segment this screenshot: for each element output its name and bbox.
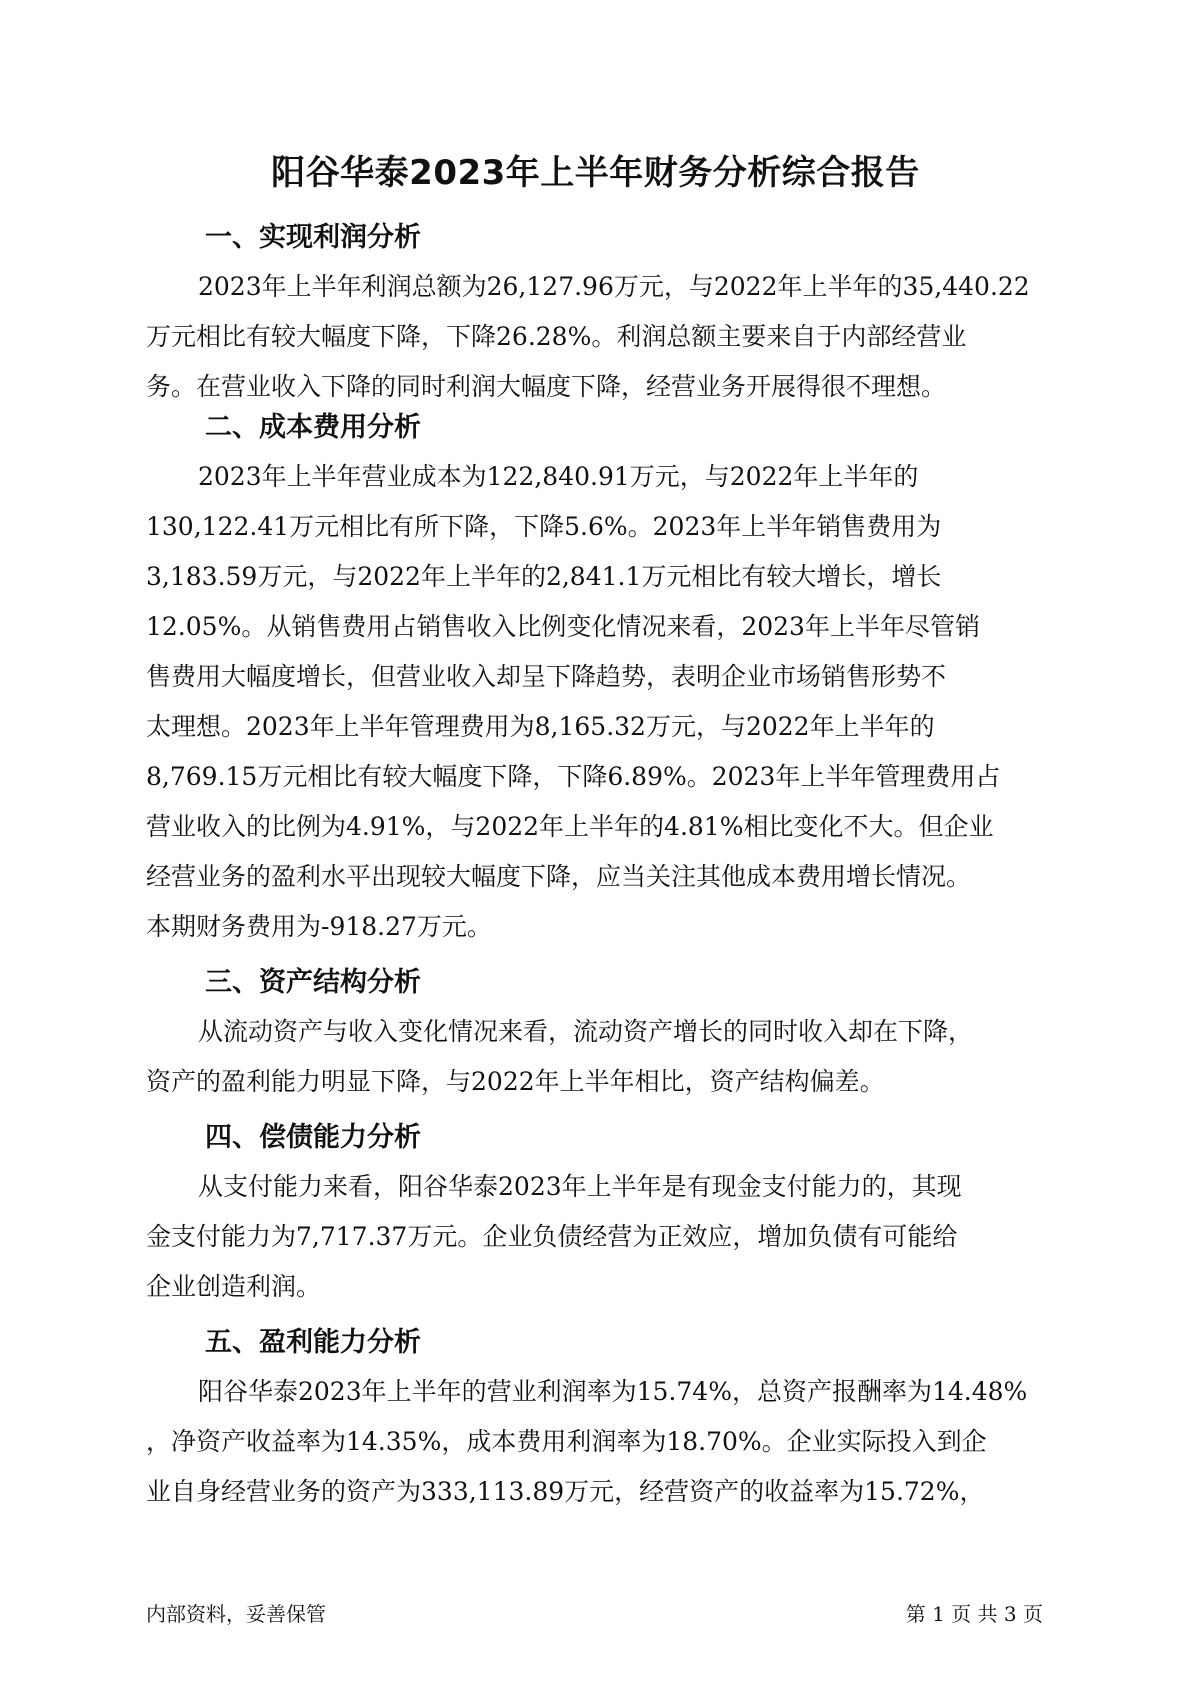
document-title: 阳谷华泰2023年上半年财务分析综合报告 (271, 153, 920, 193)
section-paragraph-cost (146, 452, 1076, 952)
paragraph-line: ，净资产收益率为14.35%，成本费用利润率为18.70%。企业实际投入到企 (146, 1427, 987, 1456)
section-heading-asset-structure: 三、资产结构分析 (205, 967, 421, 998)
section-paragraph-solvency (146, 1162, 1076, 1312)
section-heading-profitability: 五、盈利能力分析 (205, 1327, 421, 1358)
section-heading-profit: 一、实现利润分析 (205, 222, 421, 253)
section-heading-solvency: 四、偿债能力分析 (205, 1122, 421, 1153)
paragraph-line: 售费用大幅度增长，但营业收入却呈下降趋势，表明企业市场销售形势不 (146, 662, 947, 691)
section-paragraph-profit (146, 262, 1076, 412)
paragraph-line: 企业创造利润。 (146, 1272, 322, 1301)
footer-page-number: 第 1 页 共 3 页 (905, 1602, 1043, 1626)
paragraph-line: 2023年上半年营业成本为122,840.91万元，与2022年上半年的 (198, 462, 919, 491)
section-paragraph-asset-structure (146, 1007, 1076, 1107)
footer-confidential-note: 内部资料，妥善保管 (146, 1602, 326, 1626)
paragraph-line: 业自身经营业务的资产为333,113.89万元，经营资产的收益率为15.72%， (146, 1477, 985, 1506)
section-heading-cost: 二、成本费用分析 (205, 412, 421, 443)
paragraph-line: 8,769.15万元相比有较大幅度下降，下降6.89%。2023年上半年管理费用占 (146, 762, 1001, 791)
paragraph-line: 从流动资产与收入变化情况来看，流动资产增长的同时收入却在下降， (198, 1017, 974, 1046)
paragraph-line: 2023年上半年利润总额为26,127.96万元，与2022年上半年的35,440.22 (198, 272, 1030, 301)
paragraph-line: 从支付能力来看，阳谷华泰2023年上半年是有现金支付能力的，其现 (198, 1172, 962, 1201)
paragraph-line: 资产的盈利能力明显下降，与2022年上半年相比，资产结构偏差。 (146, 1067, 885, 1096)
paragraph-line: 营业收入的比例为4.91%，与2022年上半年的4.81%相比变化不大。但企业 (146, 812, 994, 841)
paragraph-line: 阳谷华泰2023年上半年的营业利润率为15.74%，总资产报酬率为14.48% (198, 1377, 1028, 1406)
paragraph-line: 万元相比有较大幅度下降，下降26.28%。利润总额主要来自于内部经营业 (146, 322, 967, 351)
paragraph-line: 经营业务的盈利水平出现较大幅度下降，应当关注其他成本费用增长情况。 (146, 862, 972, 891)
paragraph-line: 本期财务费用为-918.27万元。 (146, 912, 492, 941)
paragraph-line: 3,183.59万元，与2022年上半年的2,841.1万元相比有较大增长，增长 (146, 562, 942, 591)
paragraph-line: 金支付能力为7,717.37万元。企业负债经营为正效应，增加负债有可能给 (146, 1222, 958, 1251)
section-paragraph-profitability (146, 1367, 1076, 1517)
paragraph-line: 太理想。2023年上半年管理费用为8,165.32万元，与2022年上半年的 (146, 712, 935, 741)
paragraph-line: 12.05%。从销售费用占销售收入比例变化情况来看，2023年上半年尽管销 (146, 612, 980, 641)
paragraph-line: 130,122.41万元相比有所下降，下降5.6%。2023年上半年销售费用为 (146, 512, 942, 541)
paragraph-line: 务。在营业收入下降的同时利润大幅度下降，经营业务开展得很不理想。 (146, 372, 947, 401)
